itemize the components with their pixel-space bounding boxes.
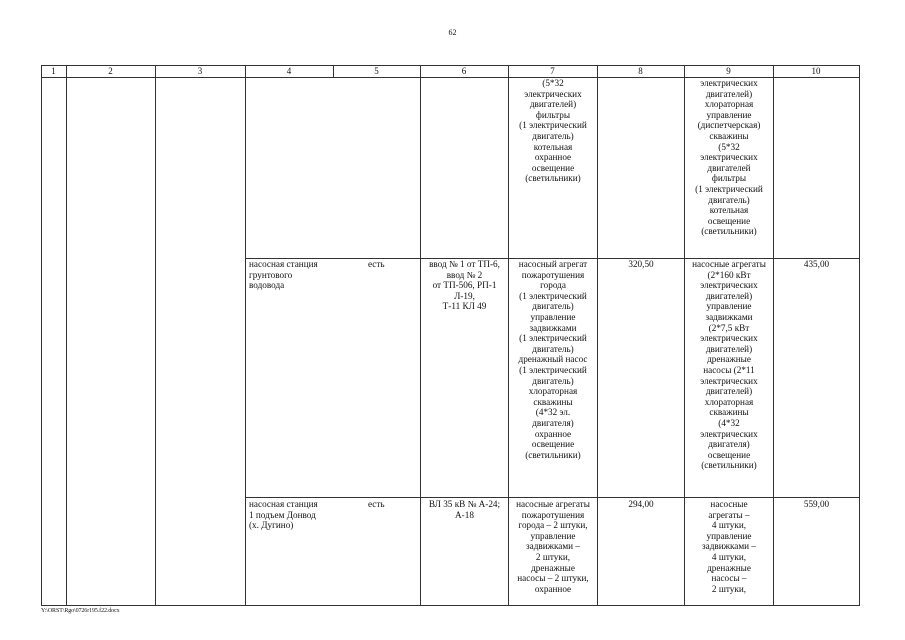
row2-col10: 559,00 [803,499,830,509]
header-col-5: 5 [374,66,379,76]
row2-col4: насосная станция 1 подъем Донвод (х. Дугино) [249,499,318,531]
header-col-6: 6 [461,66,467,76]
row2-col9: насосные агрегаты – 4 штуки, управление задвижками – 4 штуки, дренажные насосы – 2 штуки, [701,499,756,594]
header-col-10: 10 [811,66,821,76]
header-col-3: 3 [197,66,203,76]
row2-col5: есть [368,499,385,509]
header-col-2: 2 [108,66,113,76]
row1-col6: ввод № 1 от ТП-6, ввод № 2 от ТП-506, РП-1 Л-19, Т-11 КЛ 49 [429,259,500,312]
footer-file-path: Y:\ORST\Rgo\0726r195.f22.docx [41,608,120,614]
row1-col5: есть [368,259,385,269]
row1-col10: 435,00 [803,259,830,269]
header-col-9: 9 [726,66,731,76]
continuation-col9: электрических двигателей) хлораторная управление (диспетчерская) скважины (5*32 электрических двигателей фильтры (1 электрический двигатель) котельная освещение (светильники) [695,78,763,237]
page-number: 62 [448,28,457,37]
row2-col7: насосные агрегаты пожаротушения города – 2 штуки, управление задвижками – 2 штуки, дренажные насосы – 2 штуки, охранное [516,499,590,594]
row2-col6: ВЛ 35 кВ № А-24; А-18 [428,499,501,520]
row1-col7: насосный агрегат пожаротушения города (1 электрический двигатель) управление задвижками (1 электрический двигатель) дренажный насос (1 электрический двигатель) хлораторная скважины (4*32 эл. двигателя) охранное освещение (светильники) [518,259,588,460]
header-col-4: 4 [286,66,292,76]
continuation-col7: (5*32 электрических двигателей) фильтры (1 электрический двигатель) котельная охранное освещение (светильники) [519,78,587,184]
row1-col4: насосная станция грунтового водовода [249,259,318,291]
row2-col8: 294,00 [628,499,654,509]
header-col-1: 1 [51,66,56,76]
header-col-7: 7 [550,66,555,76]
row1-col8: 320,50 [628,259,654,269]
header-col-8: 8 [638,66,643,76]
row1-col9: насосные агрегаты (2*160 кВт электрических двигателей) управление задвижками (2*7,5 кВт электрических двигателей) дренажные насосы (2*11 электрических двигателей) хлораторная скважины (4*32 электрических двигателя) освещение (светильники) [692,259,766,471]
